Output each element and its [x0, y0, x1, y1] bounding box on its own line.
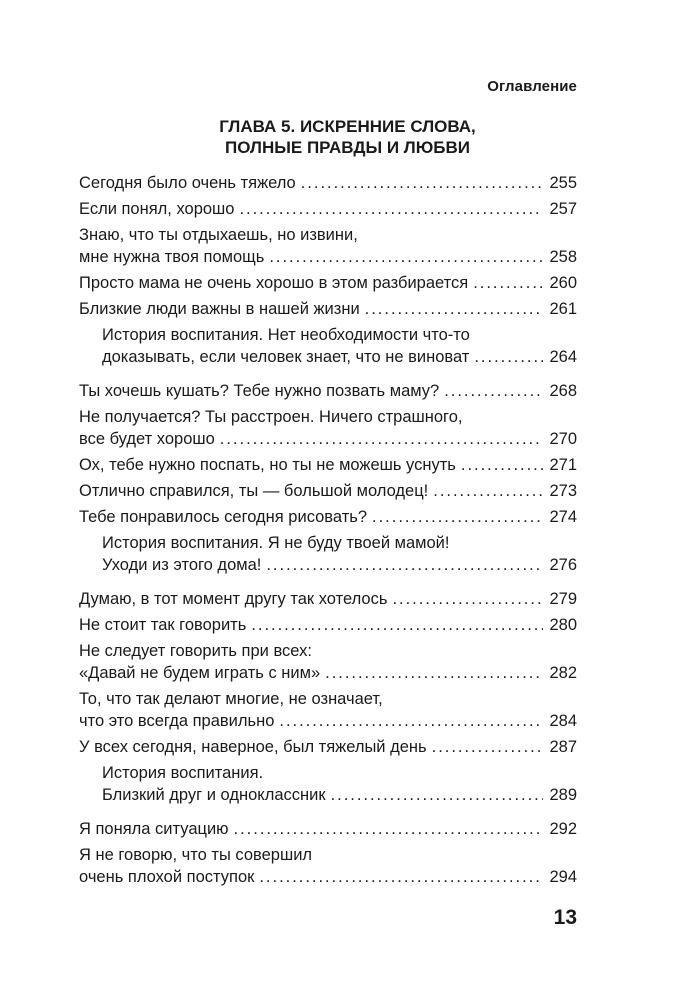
toc-page-number: 292 — [549, 820, 577, 838]
toc-entry[interactable] — [79, 380, 577, 402]
toc-page-number: 282 — [549, 664, 577, 682]
toc-page-number: 279 — [549, 590, 577, 608]
toc-subentry[interactable] — [79, 762, 577, 806]
dot-leader — [234, 818, 543, 840]
toc-entry-title-cont: очень плохой поступок — [79, 868, 255, 886]
toc-entry[interactable] — [79, 298, 577, 320]
toc-page-number: 287 — [549, 738, 577, 756]
toc-entry-title: Я не говорю, что ты совершил — [79, 846, 313, 864]
toc-entry-title-cont: мне нужна твоя помощь — [79, 248, 265, 266]
toc-page-number: 264 — [549, 348, 577, 366]
toc-entry-title: Близкие люди важны в нашей жизни — [79, 300, 360, 318]
dot-leader — [433, 480, 543, 502]
toc-entry-title: История воспитания. Нет необходимости что-то — [102, 326, 470, 344]
running-header: Оглавление — [487, 78, 577, 95]
toc-entry[interactable] — [79, 588, 577, 610]
toc-page-number: 260 — [549, 274, 577, 292]
toc-entry[interactable] — [79, 736, 577, 758]
dot-leader — [444, 380, 543, 402]
toc-page-number: 258 — [549, 248, 577, 266]
toc-subentry[interactable] — [79, 532, 577, 576]
toc-entry-title: Не получается? Ты расстроен. Ничего страшного, — [79, 408, 463, 426]
toc-entry[interactable] — [79, 454, 577, 476]
dot-leader — [251, 614, 543, 636]
toc-entry-title: Сегодня было очень тяжело — [79, 174, 296, 192]
toc-page-number: 294 — [549, 868, 577, 886]
toc-entry-title: Если понял, хорошо — [79, 200, 235, 218]
toc-entry[interactable] — [79, 480, 577, 502]
toc-page-number: 276 — [549, 556, 577, 574]
toc-entry-title: Знаю, что ты отдыхаешь, но извини, — [79, 226, 358, 244]
toc-page-number: 280 — [549, 616, 577, 634]
toc-entry[interactable] — [79, 272, 577, 294]
toc-entry-title: Отлично справился, ты — большой молодец! — [79, 482, 429, 500]
dot-leader — [392, 588, 543, 610]
toc-subentry[interactable] — [79, 324, 577, 368]
dot-leader — [461, 454, 543, 476]
toc-page-number: 268 — [549, 382, 577, 400]
toc-entry-title: Ты хочешь кушать? Тебе нужно позвать маму? — [79, 382, 440, 400]
toc-entry-title: Думаю, в тот момент другу так хотелось — [79, 590, 388, 608]
toc-page-number: 273 — [549, 482, 577, 500]
chapter-title-line-2: ПОЛНЫЕ ПРАВДЫ И ЛЮБВИ — [225, 138, 470, 157]
toc-entry[interactable] — [79, 640, 577, 684]
toc-page-number: 274 — [549, 508, 577, 526]
dot-leader — [301, 172, 543, 194]
toc-entry-title: Тебе понравилось сегодня рисовать? — [79, 508, 368, 526]
toc-entry-title-cont: доказывать, если человек знает, что не виноват — [102, 348, 470, 366]
toc-page-number: 271 — [549, 456, 577, 474]
toc-entry-title-cont: Близкий друг и одноклассник — [102, 786, 326, 804]
toc-entry-title: У всех сегодня, наверное, был тяжелый день — [79, 738, 427, 756]
toc-entry[interactable] — [79, 506, 577, 528]
toc-entry[interactable] — [79, 818, 577, 840]
dot-leader — [269, 246, 543, 268]
page-number: 13 — [553, 906, 577, 929]
toc-entry-title: История воспитания. Я не буду твоей мамой! — [102, 534, 450, 552]
toc-entry-title-cont: Уходи из этого дома! — [102, 556, 262, 574]
table-of-contents — [79, 172, 577, 892]
toc-entry-title: История воспитания. — [102, 764, 264, 782]
toc-entry-title-cont: все будет хорошо — [79, 430, 215, 448]
toc-page-number: 255 — [549, 174, 577, 192]
dot-leader — [474, 346, 543, 368]
toc-entry-title: Не следует говорить при всех: — [79, 642, 312, 660]
toc-entry-title-cont: что это всегда правильно — [79, 712, 275, 730]
dot-leader — [432, 736, 543, 758]
toc-page-number: 270 — [549, 430, 577, 448]
dot-leader — [372, 506, 543, 528]
toc-entry[interactable] — [79, 224, 577, 268]
toc-entry-title-cont: «Давай не будем играть с ним» — [79, 664, 321, 682]
toc-page-number: 289 — [549, 786, 577, 804]
dot-leader — [473, 272, 543, 294]
toc-page-number: 261 — [549, 300, 577, 318]
chapter-title-line-1: ГЛАВА 5. ИСКРЕННИЕ СЛОВА, — [219, 117, 476, 136]
toc-entry-title: Не стоит так говорить — [79, 616, 247, 634]
toc-entry[interactable] — [79, 406, 577, 450]
toc-page-number: 257 — [549, 200, 577, 218]
toc-entry[interactable] — [79, 198, 577, 220]
dot-leader — [279, 710, 543, 732]
dot-leader — [220, 428, 543, 450]
toc-entry-title: Я поняла ситуацию — [79, 820, 229, 838]
dot-leader — [331, 784, 543, 806]
toc-entry[interactable] — [79, 844, 577, 888]
toc-entry[interactable] — [79, 614, 577, 636]
toc-entry[interactable] — [79, 172, 577, 194]
toc-entry-title: Ох, тебе нужно поспать, но ты не можешь уснуть — [79, 456, 456, 474]
toc-entry[interactable] — [79, 688, 577, 732]
toc-entry-title: То, что так делают многие, не означает, — [79, 690, 383, 708]
dot-leader — [266, 554, 543, 576]
dot-leader — [365, 298, 543, 320]
dot-leader — [259, 866, 543, 888]
chapter-title — [0, 116, 695, 158]
toc-page-number: 284 — [549, 712, 577, 730]
dot-leader — [239, 198, 543, 220]
toc-entry-title: Просто мама не очень хорошо в этом разбирается — [79, 274, 469, 292]
dot-leader — [325, 662, 543, 684]
